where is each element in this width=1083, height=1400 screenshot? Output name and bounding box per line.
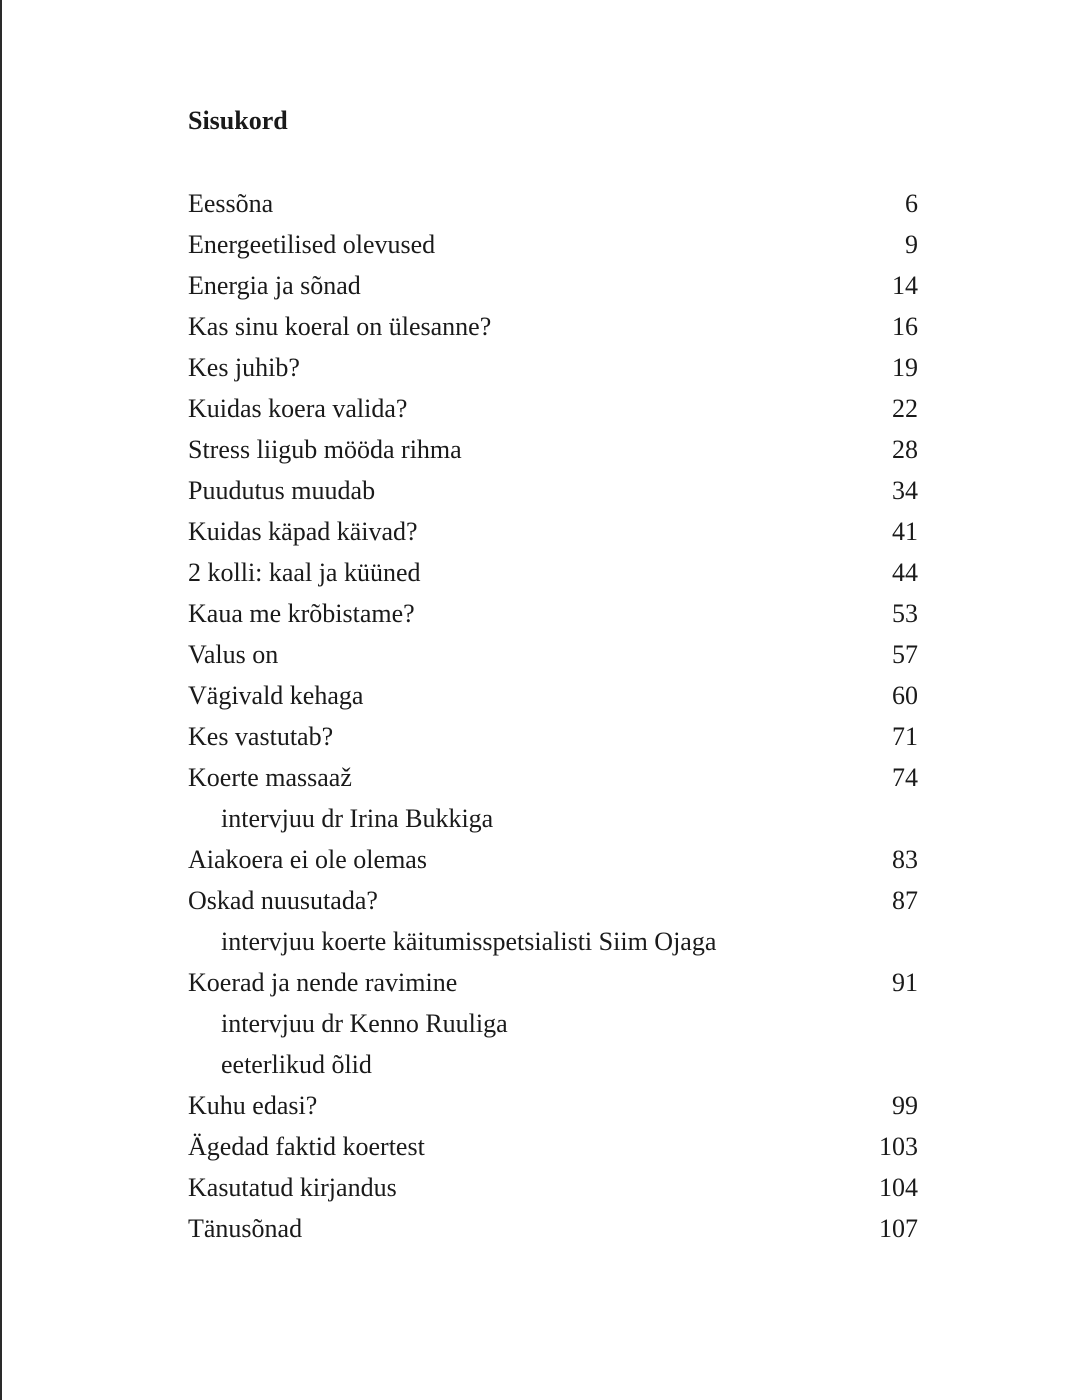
toc-entry xyxy=(188,1126,918,1167)
toc-entry-title: intervjuu dr Kenno Ruuliga xyxy=(221,1009,508,1038)
toc-entry-title: Valus on xyxy=(188,640,279,669)
toc-entry-page: 71 xyxy=(892,722,918,751)
toc-entry-title: Koerte massaaž xyxy=(188,763,352,792)
toc-subentry xyxy=(188,921,918,962)
toc-heading: Sisukord xyxy=(188,106,288,135)
toc-entry-title: Ägedad faktid koertest xyxy=(188,1132,425,1161)
toc-entry-page: 83 xyxy=(892,845,918,874)
toc-entry xyxy=(188,880,918,921)
toc-entry xyxy=(188,962,918,1003)
toc-entry-page: 41 xyxy=(892,517,918,546)
toc-entry-page: 22 xyxy=(892,394,918,423)
toc-entry-title: eeterlikud õlid xyxy=(221,1050,372,1079)
toc-entry-page: 19 xyxy=(892,353,918,382)
toc-entry-title: Kuidas koera valida? xyxy=(188,394,408,423)
toc-entry-page: 103 xyxy=(879,1132,918,1161)
toc-entry-title: intervjuu koerte käitumisspetsialisti Siim Ojaga xyxy=(221,927,717,956)
toc-entry-title: Energeetilised olevused xyxy=(188,230,436,259)
toc-entry xyxy=(188,183,918,224)
toc-entry-title: Kes juhib? xyxy=(188,353,300,382)
toc-entry-title: 2 kolli: kaal ja küüned xyxy=(188,558,421,587)
toc-entry-title: Kuidas käpad käivad? xyxy=(188,517,418,546)
toc-entry-title: Kas sinu koeral on ülesanne? xyxy=(188,312,492,341)
toc-entry xyxy=(188,634,918,675)
toc-entry-page: 28 xyxy=(892,435,918,464)
toc-entry-page: 60 xyxy=(892,681,918,710)
toc-entry xyxy=(188,470,918,511)
toc-entry xyxy=(188,265,918,306)
toc-entry-title: Oskad nuusutada? xyxy=(188,886,378,915)
toc-entry-page: 107 xyxy=(879,1214,918,1243)
toc-entry-title: Aiakoera ei ole olemas xyxy=(188,845,427,874)
toc-entry xyxy=(188,552,918,593)
toc-entry-page: 9 xyxy=(905,230,918,259)
toc-subentry xyxy=(188,1003,918,1044)
toc-entry-page: 91 xyxy=(892,968,918,997)
toc-entry xyxy=(188,306,918,347)
toc-entry xyxy=(188,429,918,470)
toc-entry-title: Koerad ja nende ravimine xyxy=(188,968,458,997)
toc-entry-title: Tänusõnad xyxy=(188,1214,303,1243)
page-edge-line xyxy=(0,0,2,1400)
toc-entry xyxy=(188,1085,918,1126)
toc-entry-page: 44 xyxy=(892,558,918,587)
toc-entry xyxy=(188,1167,918,1208)
toc-entry-page: 57 xyxy=(892,640,918,669)
toc-entry-page: 14 xyxy=(892,271,918,300)
toc-entry xyxy=(188,511,918,552)
toc-entry-page: 99 xyxy=(892,1091,918,1120)
toc-entry-title: Eessõna xyxy=(188,189,274,218)
toc-entry-page: 6 xyxy=(905,189,918,218)
toc-entry-title: Kasutatud kirjandus xyxy=(188,1173,397,1202)
toc-entry-page: 16 xyxy=(892,312,918,341)
toc-entry xyxy=(188,347,918,388)
toc-entry-title: Kes vastutab? xyxy=(188,722,334,751)
toc-entry xyxy=(188,716,918,757)
toc-entry-title: Puudutus muudab xyxy=(188,476,376,505)
toc-entry xyxy=(188,757,918,798)
toc-entry-title: Vägivald kehaga xyxy=(188,681,364,710)
toc-entry-title: Kaua me krõbistame? xyxy=(188,599,415,628)
toc-entry-title: intervjuu dr Irina Bukkiga xyxy=(221,804,494,833)
toc-entry-page: 74 xyxy=(892,763,918,792)
toc-entry-title: Kuhu edasi? xyxy=(188,1091,318,1120)
toc-entry-page: 87 xyxy=(892,886,918,915)
toc-entry xyxy=(188,839,918,880)
toc-entry xyxy=(188,675,918,716)
toc-entry xyxy=(188,224,918,265)
table-of-contents xyxy=(188,183,918,1249)
toc-entry-page: 34 xyxy=(892,476,918,505)
toc-entry-page: 53 xyxy=(892,599,918,628)
toc-entry xyxy=(188,593,918,634)
toc-entry xyxy=(188,1208,918,1249)
toc-entry-title: Stress liigub mööda rihma xyxy=(188,435,462,464)
toc-subentry xyxy=(188,798,918,839)
toc-entry xyxy=(188,388,918,429)
toc-entry-title: Energia ja sõnad xyxy=(188,271,361,300)
toc-entry-page: 104 xyxy=(879,1173,918,1202)
toc-subentry xyxy=(188,1044,918,1085)
